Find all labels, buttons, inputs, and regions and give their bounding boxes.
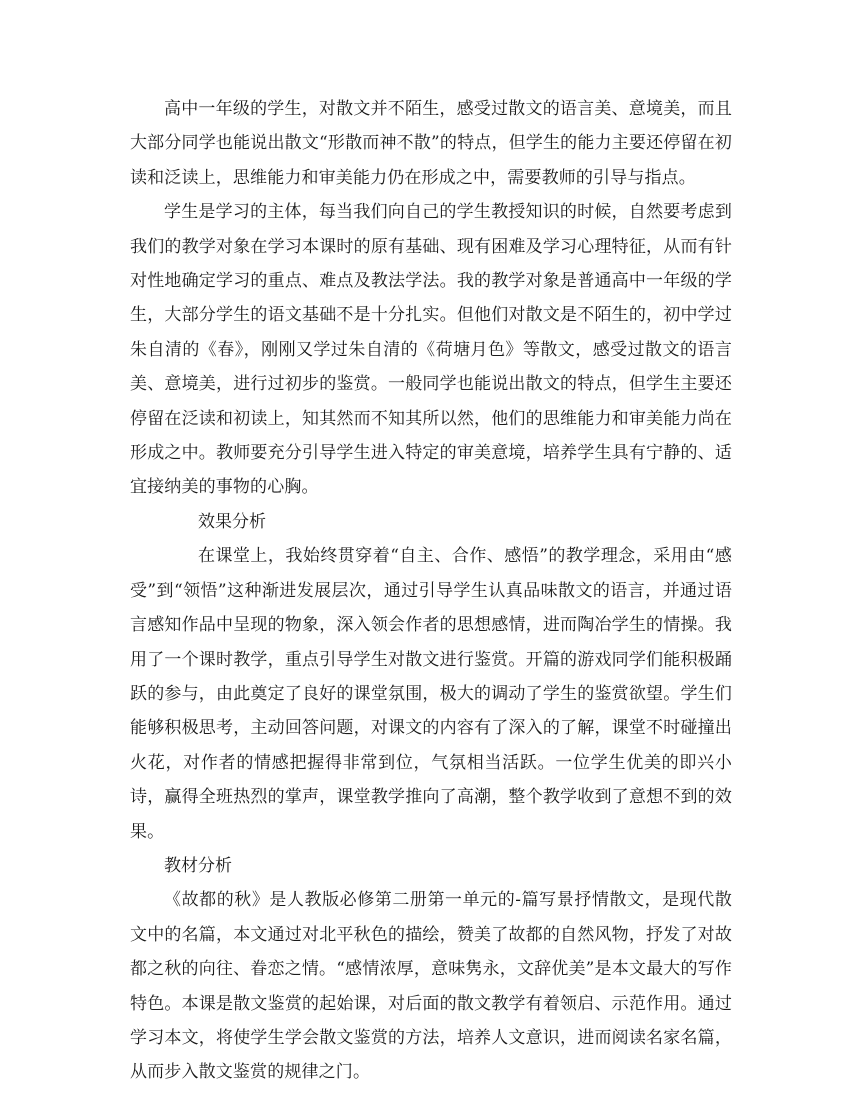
- heading-effect-analysis: 效果分析: [198, 511, 266, 532]
- paragraph-material-analysis: 《故都的秋》是人教版必修第二册第一单元的-篇写景抒情散文，是现代散文中的名篇，本文通过对北平秋色的描绘，赞美了故都的自然风物，抒发了对故都之秋的向往、眷恋之情。“感情浓厚，意味隽永，文辞优美”是本文最大的写作特色。本课是散文鉴赏的起始课，对后面的散文教学有着领启、示范作用。通过学习本文，将使学生学会散文鉴赏的方法，培养人文意识，进而阅读名家名篇，从而步入散文鉴赏的规律之门。: [130, 890, 732, 1083]
- document-page: [130, 92, 732, 1090]
- paragraph-learner-analysis: 学生是学习的主体，每当我们向自己的学生教授知识的时候，自然要考虑到我们的教学对象在学习本课时的原有基础、现有困难及学习心理特征，从而有针对性地确定学习的重点、难点及教法学法。我的教学对象是普通高中一年级的学生，大部分学生的语文基础不是十分扎实。但他们对散文是不陌生的，初中学过朱自清的《春》，刚刚又学过朱自清的《荷塘月色》等散文，感受过散文的语言美、意境美，进行过初步的鉴赏。一般同学也能说出散文的特点，但学生主要还停留在泛读和初读上，知其然而不知其所以然，他们的思维能力和审美能力尚在形成之中。教师要充分引导学生进入特定的审美意境，培养学生具有宁静的、适宜接纳美的事物的心胸。: [130, 202, 732, 498]
- paragraph-effect-analysis: 在课堂上，我始终贯穿着“自主、合作、感悟”的教学理念，采用由“感受”到“领悟”这种渐进发展层次，通过引导学生认真品味散文的语言，并通过语言感知作品中呈现的物象，深入领会作者的思想感情，进而陶冶学生的情操。我用了一个课时教学，重点引导学生对散文进行鉴赏。开篇的游戏同学们能积极踊跃的参与，由此奠定了良好的课堂氛围，极大的调动了学生的鉴赏欲望。学生们能够积极思考，主动回答问题，对课文的内容有了深入的了解，课堂不时碰撞出火花，对作者的情感把握得非常到位，气氛相当活跃。一位学生优美的即兴小诗，赢得全班热烈的掌声，课堂教学推向了高潮，整个教学收到了意想不到的效果。: [130, 546, 732, 842]
- heading-material-analysis: 教材分析: [164, 855, 232, 876]
- paragraph-student-background: 高中一年级的学生，对散文并不陌生，感受过散文的语言美、意境美，而且大部分同学也能说出散文“形散而神不散”的特点，但学生的能力主要还停留在初读和泛读上，思维能力和审美能力仍在形成之中，需要教师的引导与指点。: [130, 99, 732, 188]
